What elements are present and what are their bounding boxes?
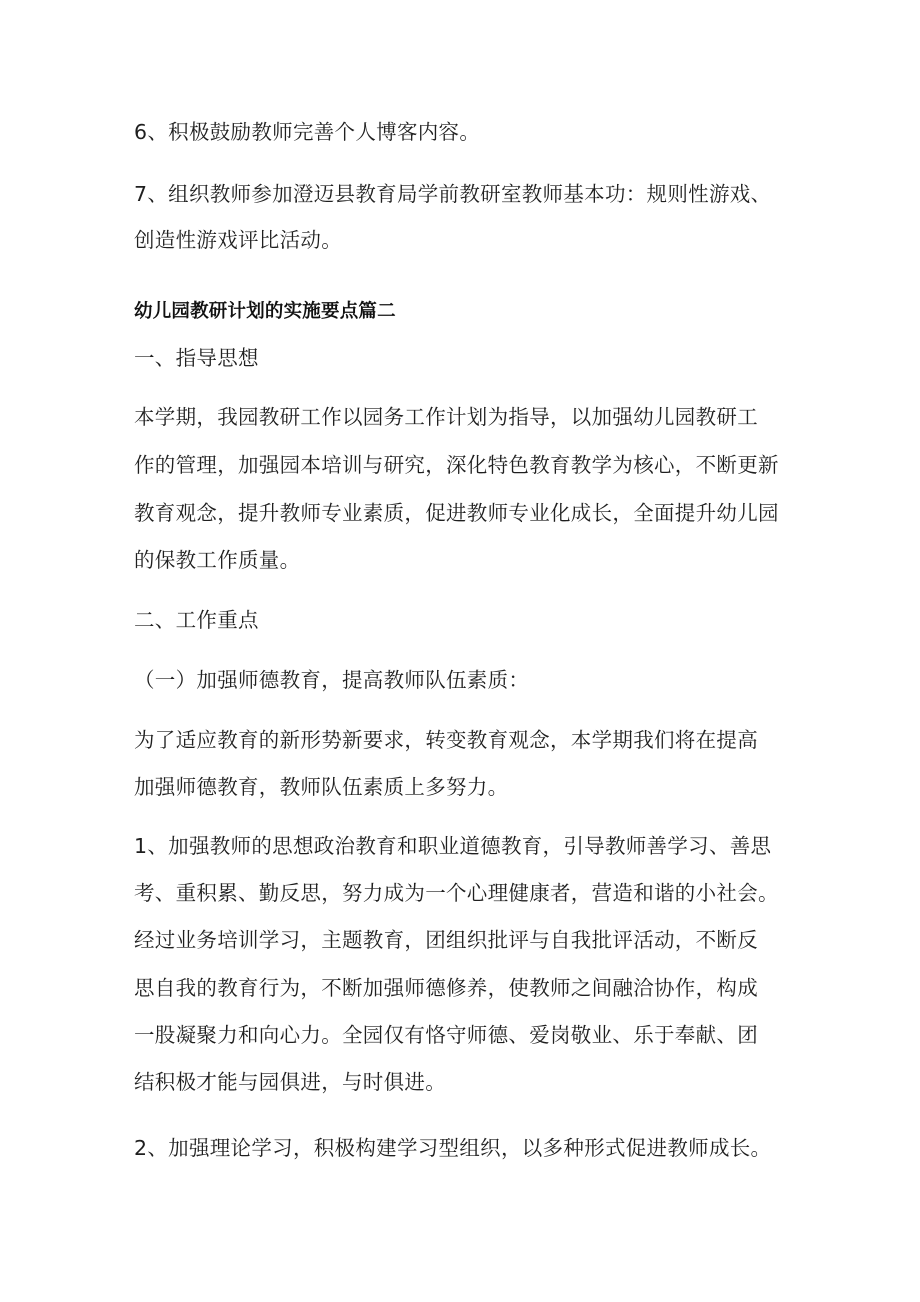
paragraph-line: 加强师德教育，教师队伍素质上多努力。 — [134, 775, 509, 799]
subheading-ethics: （一）加强师德教育，提高教师队伍素质： — [134, 668, 530, 692]
list-item-1-line: 1、加强教师的思想政治教育和职业道德教育，引导教师善学习、善思 — [134, 834, 772, 858]
list-item-1-line: 思自我的教育行为，不断加强师德修养，使教师之间融洽协作，构成 — [134, 976, 758, 1000]
section-title: 幼儿园教研计划的实施要点篇二 — [134, 301, 396, 322]
list-item-1-line: 考、重积累、勤反思，努力成为一个心理健康者，营造和谐的小社会。 — [134, 881, 779, 905]
list-item-1-line: 一股凝聚力和向心力。全园仅有恪守师德、爱岗敬业、乐于奉献、团 — [134, 1023, 758, 1047]
paragraph-line: 的保教工作质量。 — [134, 548, 301, 572]
paragraph-line: 教育观念，提升教师专业素质，促进教师专业化成长，全面提升幼儿园 — [134, 501, 779, 525]
list-item-6: 6、积极鼓励教师完善个人博客内容。 — [134, 120, 481, 144]
list-item-7-line-1: 7、组织教师参加澄迈县教育局学前教研室教师基本功：规则性游戏、 — [134, 182, 772, 206]
paragraph-line: 作的管理，加强园本培训与研究，深化特色教育教学为核心，不断更新 — [134, 453, 779, 477]
paragraph-line: 本学期，我园教研工作以园务工作计划为指导，以加强幼儿园教研工 — [134, 405, 758, 429]
list-item-7-line-2: 创造性游戏评比活动。 — [134, 228, 342, 252]
list-item-1-line: 经过业务培训学习，主题教育，团组织批评与自我批评活动，不断反 — [134, 928, 758, 952]
heading-work-focus: 二、工作重点 — [134, 608, 259, 632]
heading-guiding-thought: 一、指导思想 — [134, 346, 259, 370]
paragraph-line: 为了适应教育的新形势新要求，转变教育观念，本学期我们将在提高 — [134, 728, 758, 752]
list-item-2: 2、加强理论学习，积极构建学习型组织，以多种形式促进教师成长。 — [134, 1136, 772, 1160]
list-item-1-line: 结积极才能与园俱进，与时俱进。 — [134, 1070, 446, 1094]
